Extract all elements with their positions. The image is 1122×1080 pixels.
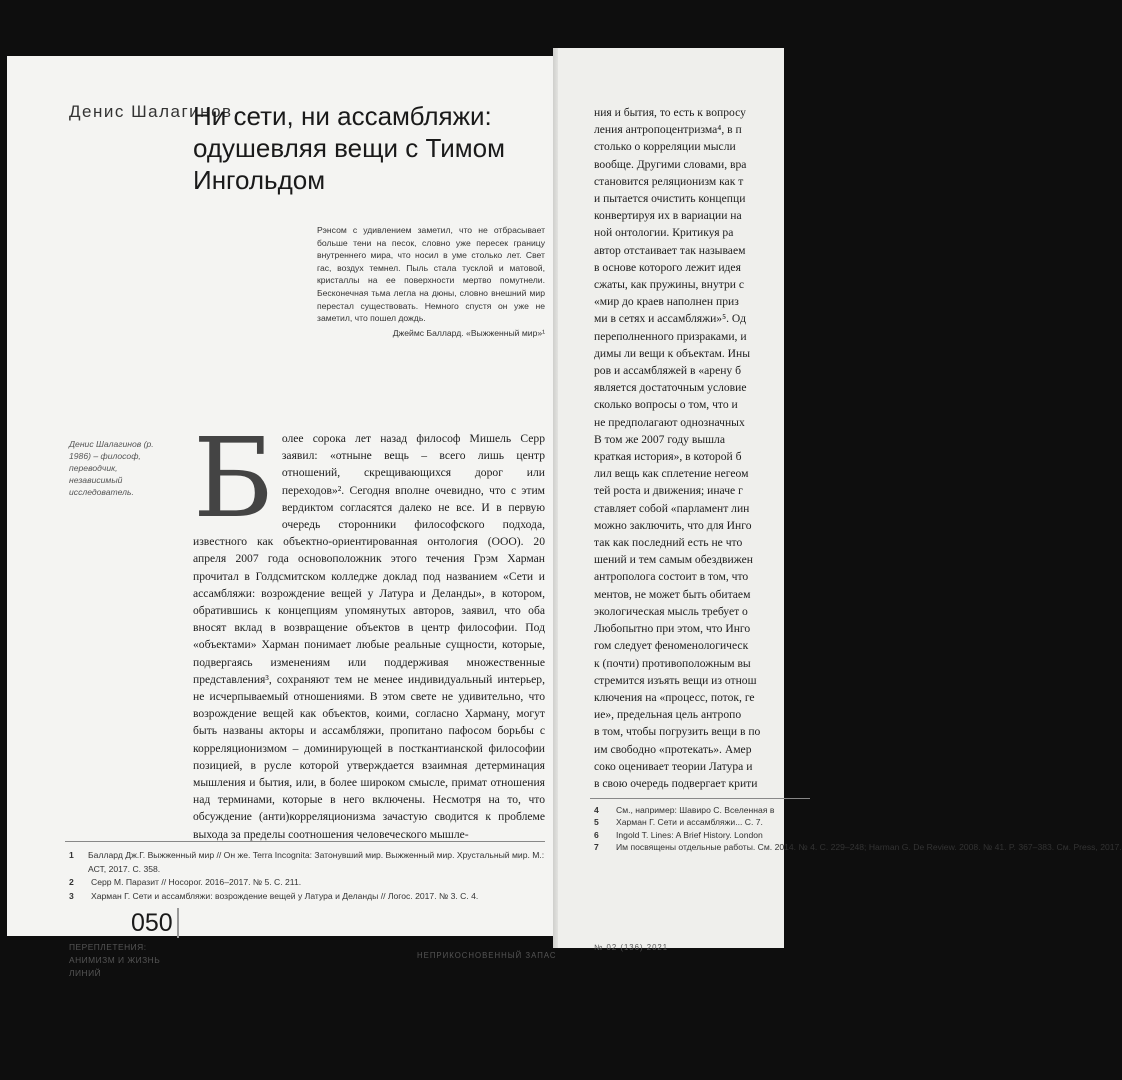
epigraph [317, 224, 545, 339]
footnote [594, 841, 1122, 853]
text-line: антрополога состоит в том, что [594, 570, 749, 584]
text-line: в основе которого лежит идея [594, 260, 741, 274]
text-line: «мир до краев наполнен приз [594, 295, 739, 309]
text-line: стремится изъять вещи из отнош [594, 673, 757, 687]
footnote-text: См., например: Шавиро С. Вселенная в [616, 805, 775, 815]
footnote [69, 849, 547, 876]
text-line: лил вещь как сплетение негеом [594, 467, 749, 481]
footnote [594, 816, 894, 828]
footnote [594, 829, 894, 841]
text-line: сколько вопросы о том, что и [594, 398, 738, 412]
text-line: ния и бытия, то есть к вопросу [594, 106, 746, 119]
journal-name: НЕПРИКОСНОВЕННЫЙ ЗАПАС [417, 951, 557, 960]
text-line: ми в сетях и ассамбляжи»⁵. Од [594, 312, 747, 326]
footnote-text: Харман Г. Сети и ассамбляжи: возрождение вещей у Латура и Деланды // Логос. 2017. № 3. С. 4. [91, 890, 479, 901]
footnote-number: 1 [69, 850, 74, 860]
article-title: Ни сети, ни ассамбляжи: одушевляя вещи с Тимом Ингольдом [193, 101, 505, 195]
text-line: димы ли вещи к объектам. Ины [594, 346, 751, 360]
text-line: ставляет собой «парламент лин [594, 501, 750, 515]
text-line: краткая история», в которой б [594, 450, 742, 464]
footnote-text: Им посвящены отдельные работы. См. 2014. № 4. С. 229–248; Harman G. De Review. 2008. № 41. P. 367–383. См. Press, 2017. [616, 842, 1122, 853]
epigraph-text: Рэнсом с удивлением заметил, что не отбрасывает больше тени на песок, словно уже пересек границу внутреннего мира, что носил в уме столько лет. Свет гас, воздух темнел. Пыль стала тусклой и матовой, кристаллы на ее поверхности мертво помутнели. Бесконечная тьма легла на дюны, словно внешний мир перестал существовать. Немного спустя он уже не заметил, что пошел дождь. [317, 225, 545, 324]
text-line: и пытается очистить концепци [594, 192, 746, 206]
right-column-text [594, 104, 894, 792]
text-line: является достаточным условие [594, 381, 747, 395]
footnote-number: 4 [594, 805, 599, 815]
text-line: конвертируя их в вариации на [594, 209, 742, 223]
text-line: им свободно «протекать». Амер [594, 742, 752, 756]
footnote [69, 890, 547, 904]
text-line: можно заключить, что для Инго [594, 518, 752, 532]
text-line: в свою очередь подвергает крити [594, 776, 758, 790]
body-text: олее сорока лет назад философ Мишель Серр заявил: «отныне вещь – всего лишь центр отношений, скрещивающихся дорог или переходов»². Сегодня вполне очевидно, что с этим вердиктом согласятся далеко не все. И в первую очередь сторонники философского подхода, известного как объектно-ориентированная онтология (ООО). 20 апреля 2007 года основоположник этого течения Грэм Харман прочитал в Голдсмитском колледже доклад под названием «Сети и ассамбляжи: возрождение вещей у Латура и Деланды», в котором, обратившись к концепциям упомянутых авторов, заявил, что оба вносят вклад в возвращение объектов в центр философии. Под «объектами» Харман понимает любые реальные сущности, которые, подвергаясь изменениям или поддерживая множественные представления³, сохраняют тем не менее индивидуальный интерьер, не исчерпываемый отношениями. В этом свете не удивительно, что возрождение вещей как объектов, коими, согласно Харману, могут быть названы акторы и ассамбляжи, пропитано пафосом борьбы с корреляционизмом – доминирующей в посткантианской философии позицией, в русле которой утверждается взаимная детерминация мышления и бытия, или, в более широком смысле, примат отношения над терминами, которые в него включены. Несмотря на то, что обсуждение (анти)корреляционизма зачастую сводится к проблеме выхода за пределы соотношения человеческого мышле- [193, 432, 545, 841]
text-line: ие», предельная цель антропо [594, 708, 742, 722]
footnote-number: 5 [594, 817, 599, 828]
text-line: ключения на «процесс, поток, ге [594, 690, 755, 704]
text-line: ной онтологии. Критикуя ра [594, 226, 734, 240]
text-line: гом следует феноменологическ [594, 639, 749, 653]
issue-number: № 02 (136) 2021 [594, 943, 669, 952]
article-body [193, 414, 545, 843]
text-line: сжаты, как пружины, внутри с [594, 278, 745, 292]
page-number-divider [177, 908, 179, 938]
right-page [558, 48, 1122, 952]
text-line: ментов, не может быть обитаем [594, 587, 751, 601]
text-line: становится реляционизм как т [594, 174, 744, 188]
text-line: Любопытно при этом, что Инго [594, 622, 751, 636]
footnote-number: 7 [594, 842, 599, 853]
footnote-number: 3 [69, 890, 74, 901]
footnote-number: 6 [594, 829, 599, 840]
footnote-divider [590, 798, 810, 799]
epigraph-attribution: Джеймс Баллард. «Выжженный мир»¹ [392, 327, 545, 338]
section-label: ПЕРЕПЛЕТЕНИЯ: АНИМИЗМ И ЖИЗНЬ ЛИНИЙ [69, 942, 161, 978]
text-line: так как последний есть не что [594, 536, 743, 550]
footnote-text: Харман Г. Сети и ассамбляжи... С. 7. [616, 817, 763, 828]
author-name: Денис Шалагинов [69, 102, 233, 121]
footnotes [69, 849, 547, 903]
text-line: ления антропоцентризма⁴, в п [594, 123, 742, 137]
text-line: В том же 2007 году вышла [594, 432, 725, 446]
right-footnotes [594, 804, 1122, 854]
text-line: соко оценивает теории Латура и [594, 759, 753, 773]
page-number: 050 [131, 909, 173, 937]
author-side-note: Денис Шалагинов (р. 1986) – философ, переводчик, независимый исследователь. [69, 439, 154, 497]
text-line: не предполагают однозначных [594, 415, 745, 429]
footnote [594, 804, 894, 816]
text-line: вообще. Другими словами, вра [594, 157, 747, 171]
text-line: в том, чтобы погрузить вещи в по [594, 725, 761, 739]
text-line: столько о корреляции мысли [594, 140, 736, 154]
footnote [69, 876, 547, 890]
footnote-divider [65, 841, 545, 842]
text-line: шений и тем самым обездвижен [594, 553, 753, 567]
drop-cap: Б [193, 414, 274, 542]
footnote-text: Ingold T. Lines: A Brief History. London [616, 829, 763, 840]
text-line: экологическая мысль требует о [594, 604, 748, 618]
footnote-text: Баллард Дж.Г. Выжженный мир // Он же. Terra Incognita: Затонувший мир. Выжженный мир. Хрустальный мир. М.: АСТ, 2017. С. 358. [88, 850, 545, 874]
text-line: тей роста и движения; иначе г [594, 484, 743, 498]
text-line: к (почти) противоположным вы [594, 656, 751, 670]
text-line: автор отстаивает так называем [594, 243, 746, 257]
text-line: переполненного призраками, и [594, 329, 747, 343]
left-page [7, 56, 557, 978]
text-line: ров и ассамбляжей в «арену б [594, 364, 742, 378]
footnote-number: 2 [69, 877, 74, 887]
footnote-text: Серр М. Паразит // Носорог. 2016–2017. № 5. С. 211. [91, 877, 302, 887]
